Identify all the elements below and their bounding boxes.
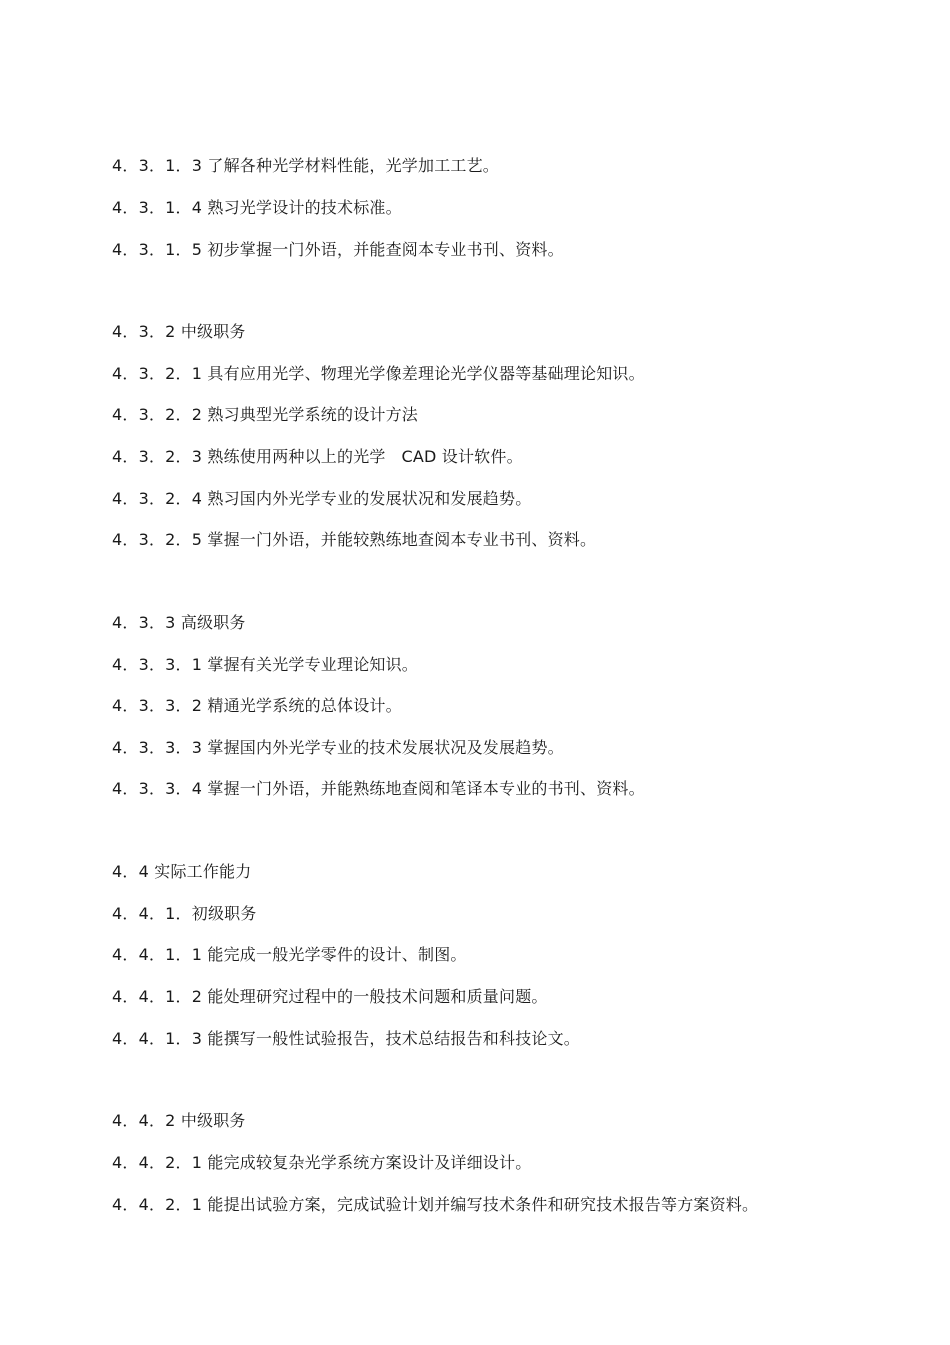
clause-4-4-2-1: 4．4．2．1 能完成较复杂光学系统方案设计及详细设计。 [112, 1153, 532, 1172]
clause-4-3-2-4: 4．3．2．4 熟习国内外光学专业的发展状况和发展趋势。 [112, 489, 532, 508]
clause-4-3-2-5: 4．3．2．5 掌握一门外语，并能较熟练地查阅本专业书刊、资料。 [112, 530, 597, 549]
clause-4-3-2-3: 4．3．2．3 熟练使用两种以上的光学 CAD 设计软件。 [112, 447, 523, 466]
section-heading-4-3-3: 4．3．3 高级职务 [112, 613, 246, 632]
clause-4-3-1-5: 4．3．1．5 初步掌握一门外语，并能查阅本专业书刊、资料。 [112, 240, 564, 259]
section-heading-4-4-2: 4．4．2 中级职务 [112, 1111, 246, 1130]
clause-4-3-2-1: 4．3．2．1 具有应用光学、物理光学像差理论光学仪器等基础理论知识。 [112, 364, 645, 383]
clause-4-4-1-3: 4．4．1．3 能撰写一般性试验报告，技术总结报告和科技论文。 [112, 1029, 581, 1048]
clause-4-3-1-3: 4．3．1．3 了解各种光学材料性能，光学加工工艺。 [112, 156, 500, 175]
section-heading-4-3-2: 4．3．2 中级职务 [112, 322, 246, 341]
clause-4-3-2-2: 4．3．2．2 熟习典型光学系统的设计方法 [112, 405, 419, 424]
section-heading-4-4: 4．4 实际工作能力 [112, 862, 252, 881]
clause-4-4-2-1-b: 4．4．2．1 能提出试验方案，完成试验计划并编写技术条件和研究技术报告等方案资料。 [112, 1195, 759, 1214]
clause-4-4-1-2: 4．4．1．2 能处理研究过程中的一般技术问题和质量问题。 [112, 987, 548, 1006]
clause-4-4-1-1: 4．4．1．1 能完成一般光学零件的设计、制图。 [112, 945, 467, 964]
clause-4-3-1-4: 4．3．1．4 熟习光学设计的技术标准。 [112, 198, 402, 217]
clause-4-3-3-4: 4．3．3．4 掌握一门外语，并能熟练地查阅和笔译本专业的书刊、资料。 [112, 779, 645, 798]
clause-4-3-3-1: 4．3．3．1 掌握有关光学专业理论知识。 [112, 655, 419, 674]
clause-4-3-3-3: 4．3．3．3 掌握国内外光学专业的技术发展状况及发展趋势。 [112, 738, 564, 757]
section-heading-4-4-1: 4．4．1．初级职务 [112, 904, 257, 923]
clause-4-3-3-2: 4．3．3．2 精通光学系统的总体设计。 [112, 696, 402, 715]
